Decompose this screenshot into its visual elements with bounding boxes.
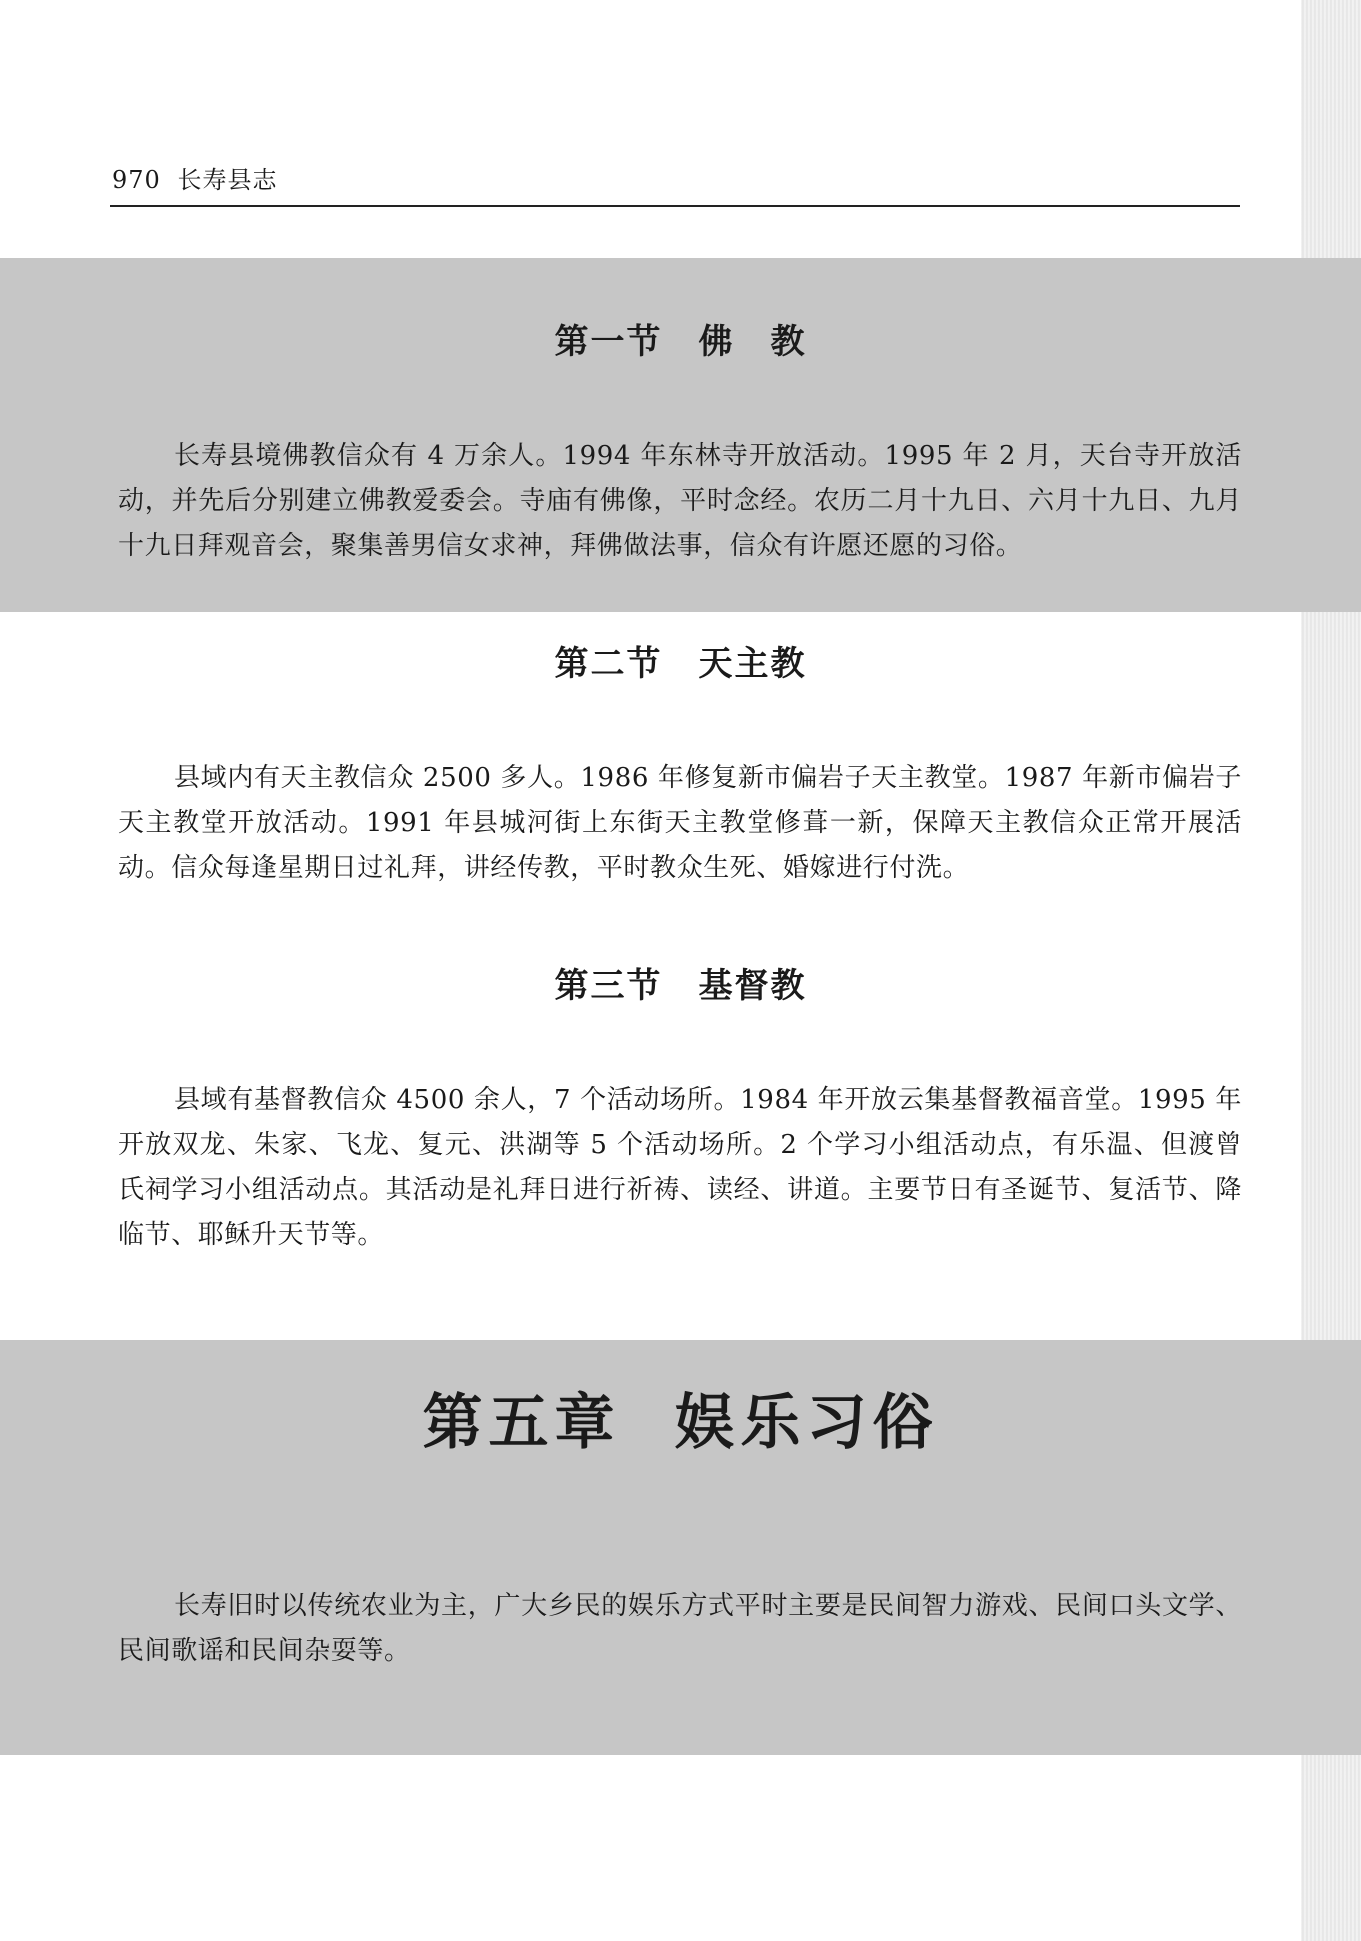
section-body-buddhism: 长寿县境佛教信众有 4 万余人。1994 年东林寺开放活动。1995 年 2 月，天台寺开放活动，并先后分别建立佛教爱委会。寺庙有佛像，平时念经。农历二月十九日、六月十九日、九月十九日拜观音会，聚集善男信女求神，拜佛做法事，信众有许愿还愿的习俗。 bbox=[118, 441, 1242, 561]
section-body-christianity: 县域有基督教信众 4500 余人，7 个活动场所。1984 年开放云集基督教福音堂。1995 年开放双龙、朱家、飞龙、复元、洪湖等 5 个活动场所。2 个学习小组活动点，有乐温、但渡曾氏祠学习小组活动点。其活动是礼拜日进行祈祷、读经、讲道。主要节日有圣诞节、复活节、降临节、耶稣升天节等。 bbox=[118, 1085, 1242, 1250]
page-number: 970 bbox=[112, 166, 161, 194]
chapter-name: 娱乐习俗 bbox=[674, 1388, 939, 1458]
section-number: 第一节 bbox=[554, 322, 663, 362]
section-name: 佛 教 bbox=[698, 322, 807, 362]
section-name: 天主教 bbox=[698, 644, 807, 684]
running-header bbox=[112, 165, 1242, 195]
chapter-intro: 长寿旧时以传统农业为主，广大乡民的娱乐方式平时主要是民间智力游戏、民间口头文学、民间歌谣和民间杂耍等。 bbox=[118, 1591, 1242, 1666]
section-title-buddhism bbox=[0, 322, 1361, 362]
section-number: 第二节 bbox=[554, 644, 663, 684]
section-title-christianity bbox=[0, 966, 1361, 1006]
section-body-catholicism: 县域内有天主教信众 2500 多人。1986 年修复新市偏岩子天主教堂。1987 年新市偏岩子天主教堂开放活动。1991 年县城河街上东街天主教堂修葺一新，保障天主教信众正常开展活动。信众每逢星期日过礼拜，讲经传教，平时教众生死、婚嫁进行付洗。 bbox=[118, 763, 1242, 883]
chapter-number: 第五章 bbox=[422, 1388, 621, 1458]
chapter-title bbox=[0, 1387, 1361, 1459]
header-rule bbox=[110, 205, 1240, 207]
section-number: 第三节 bbox=[554, 966, 663, 1006]
book-title: 长寿县志 bbox=[177, 166, 278, 194]
section-title-catholicism bbox=[0, 644, 1361, 684]
section-name: 基督教 bbox=[698, 966, 807, 1006]
